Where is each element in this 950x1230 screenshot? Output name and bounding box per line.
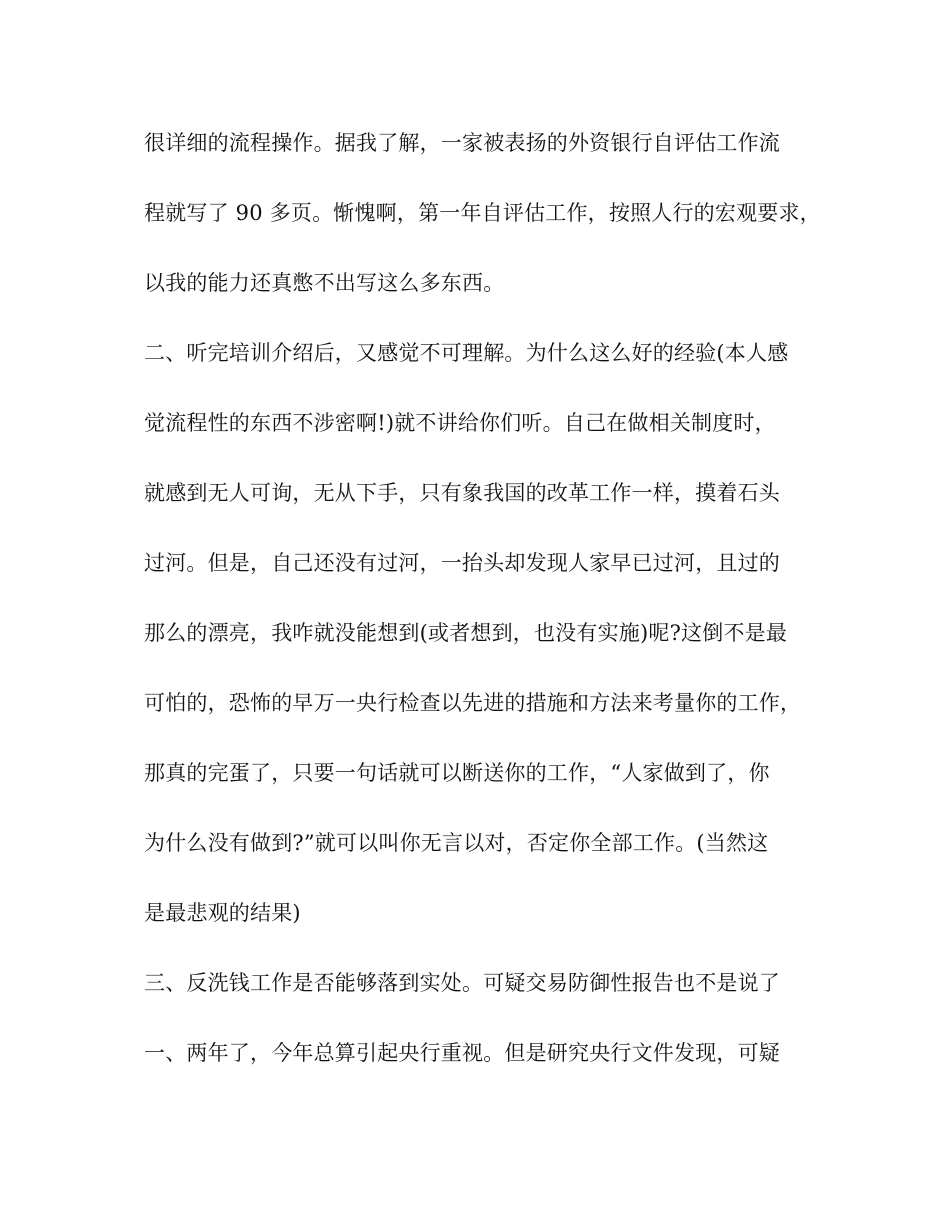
text-line-14: 一、两年了，今年总算引起央行重视。但是研究央行文件发现，可疑 [144,1041,780,1065]
text-line-12: 是最悲观的结果) [144,901,301,925]
text-line-8: 那么的漂亮，我咋就没能想到(或者想到，也没有实施)呢?这倒不是最 [144,621,788,645]
text-line-10: 那真的完蛋了，只要一句话就可以断送你的工作，“人家做到了，你 [144,761,770,785]
text-line-13: 三、反洗钱工作是否能够落到实处。可疑交易防御性报告也不是说了 [144,971,780,995]
text-line-9: 可怕的，恐怖的早万一央行检查以先进的措施和方法来考量你的工作， [144,691,802,715]
text-line-6: 就感到无人可询，无从下手，只有象我国的改革工作一样，摸着石头 [144,481,780,505]
text-line-11: 为什么没有做到?”就可以叫你无言以对，否定你全部工作。(当然这 [144,831,769,855]
text-line-7: 过河。但是，自己还没有过河，一抬头却发现人家早已过河，且过的 [144,551,780,575]
text-line-2: 程就写了 90 多页。惭愧啊，第一年自评估工作，按照人行的宏观要求， [144,201,821,225]
text-line-3: 以我的能力还真憋不出写这么多东西。 [144,271,505,295]
text-line-5: 觉流程性的东西不涉密啊!)就不讲给你们听。自己在做相关制度时， [144,411,776,435]
text-line-4: 二、听完培训介绍后，又感觉不可理解。为什么这么好的经验(本人感 [144,341,789,365]
text-line-1: 很详细的流程操作。据我了解，一家被表扬的外资银行自评估工作流 [144,131,780,155]
